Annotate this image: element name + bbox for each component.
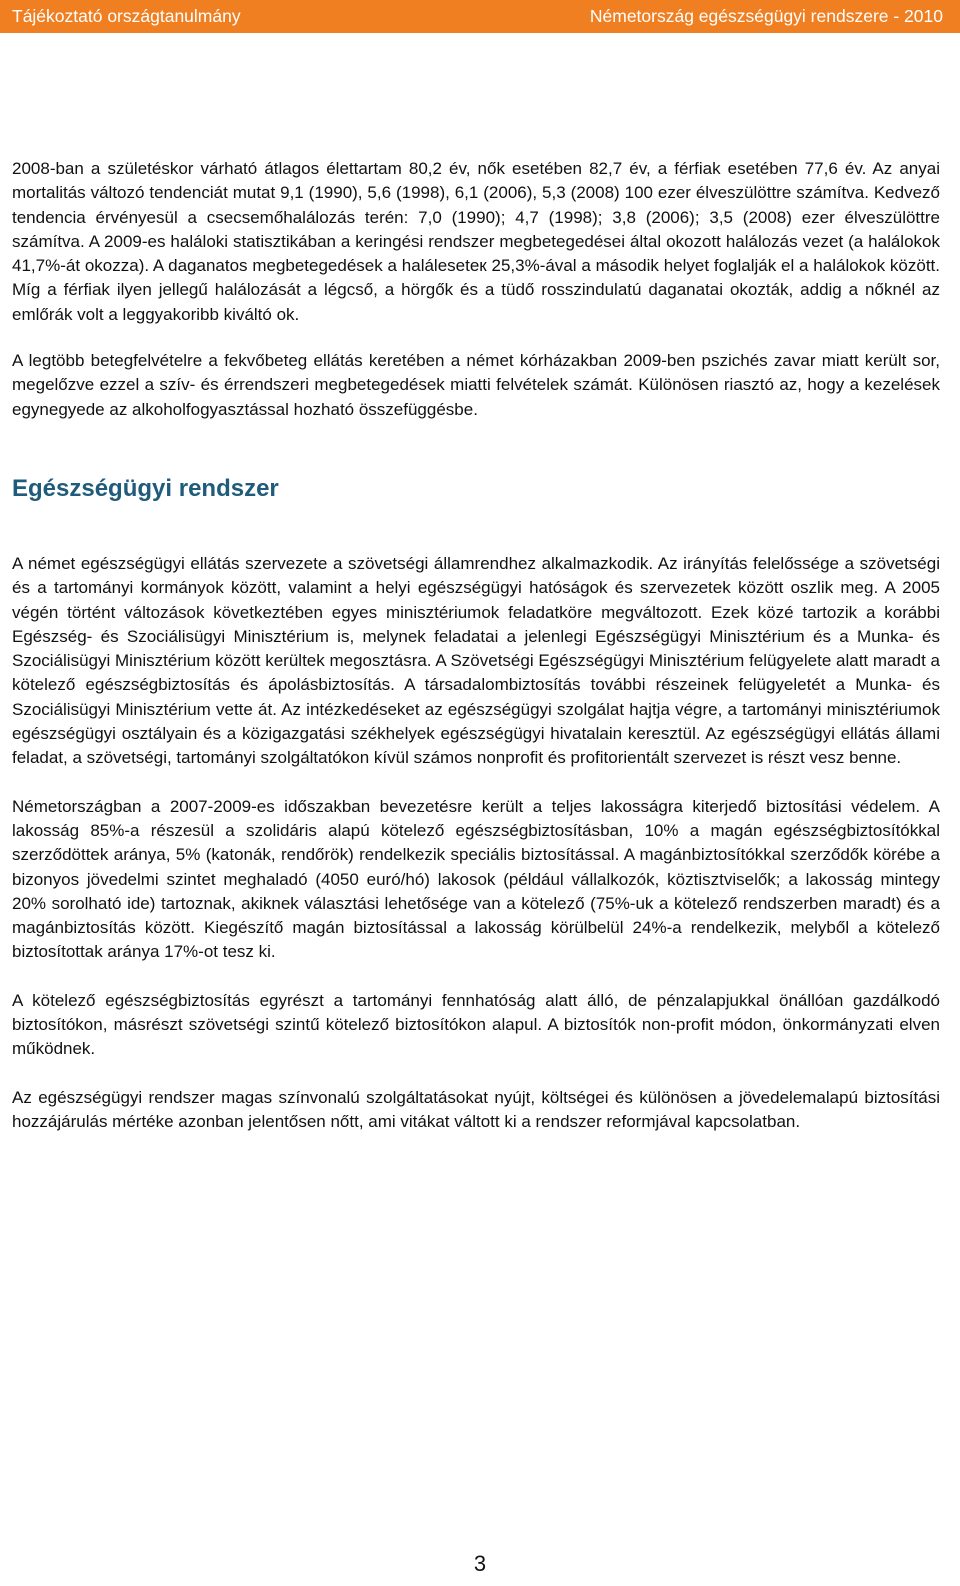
section-paragraph: A német egészségügyi ellátás szervezete a szövetségi államrendhez alkalmazkodik. Az irányítás felelőssége a szövetségi és a tartományi kormányok között, valamint a helyi egészségügyi hatóságok és szervezetek között oszlik meg. A 2005 végén történt változások következtében egyes minisztériumok feladatköre megváltozott. Ezek közé tartozik a korábbi Egészség- és Szociálisügyi Minisztérium is, melynek feladatai a jelenlegi Egészségügyi Minisztérium és a Munka- és Szociálisügyi Minisztérium között kerültek megosztásra. A Szövetségi Egészségügyi Minisztérium felügyelete alatt maradt a kötelező egészségbiztosítás és ápolásbiztosítás. A társadalombiztosítás további részeinek felügyeletét a Munka- és Szociálisügyi Minisztérium vette át. Az intézkedéseket az egészségügyi szolgálat hajtja végre, a tartományi minisztériumok egészségügyi osztályain és a közigazgatási székhelyek egészségügyi hivatalain keresztül. Az egészségügyi ellátás állami feladat, a szövetségi, tartományi szolgáltatókon kívül számos nonprofit és profitorientált szervezet is részt vesz benne. (12, 553, 940, 768)
section-paragraph: Németországban a 2007-2009-es időszakban bevezetésre került a teljes lakosságra kiterjedő biztosítási védelem. A lakosság 85%-a részesül a szolidáris alapú kötelező egészségbiztosításban, 10% a magán egészségbiztosítókkal szerződöttek aránya, 5% (katonák, rendőrök) rendelkezik speciális biztosítással. A magánbiztosítókkal szerződők körébe a bizonyos jövedelmi szintet meghaladó (4050 euró/hó) lakosok (például vállalkozók, köztisztviselők; a lakosság mintegy 20% sorolható ide) tartoznak, akiknek választási lehetősége van a kötelező (75%-uk a kötelező rendszerben maradt) és a magánbiztosítás között. Kiegészítő magán biztosítással a lakosság körülbelül 24%-a rendelkezik, melyből a kötelező biztosítottak aránya 17%-ot tesz ki. (12, 796, 940, 962)
body-paragraph: 2008-ban a születéskor várható átlagos élettartam 80,2 év, nők esetében 82,7 év, a férfiak esetében 77,6 év. Az anyai mortalitás változó tendenciát mutat 9,1 (1990), 5,6 (1998), 6,1 (2006), 5,3 (2008) 100 ezer élveszülöttre számítva. Kedvező tendencia érvényesül a csecsemőhalálozás terén: 7,0 (1990); 4,7 (1998); 3,8 (2006); 3,5 (2008) ezer élveszülöttre számítva. A 2009-es haláloki statisztikában a keringési rendszer megbetegedései által okozott halálozás vezet (a halálokok 41,7%-át okozza). A daganatos megbetegedések a haláleseteк 25,3%-ával a második helyet foglalják el a halálokok között. Míg a férfiak ilyen jellegű halálozását a légcső, a hörgők és a tüdő rosszindulatú daganatai okozták, addig a nőknél az emlőrák volt a leggyakoribb kiváltó ok. (12, 159, 940, 324)
page-number: 3 (473, 1551, 487, 1576)
section-paragraph: Az egészségügyi rendszer magas színvonalú szolgáltatásokat nyújt, költségei és különösen a jövedelemalapú biztosítási hozzájárulás mértéke azonban jelentősen nőtt, ami vitákat váltott ki a rendszer reformjával kapcsolatban. (12, 1087, 940, 1131)
section-paragraph: A kötelező egészségbiztosítás egyrészt a tartományi fennhatóság alatt álló, de pénzalapjukkal önállóan gazdálkodó biztosítókon, másrészt szövetségi szintű kötelező biztosítókon alapul. A biztosítók non-profit módon, önkormányzati elven működnek. (12, 990, 940, 1059)
section-heading: Egészségügyi rendszer (12, 474, 279, 502)
header-document-title: Németország egészségügyi rendszere - 2010 (589, 6, 943, 26)
page-header (0, 0, 960, 33)
body-paragraph: A legtöbb betegfelvételre a fekvőbeteg ellátás keretében a német kórházakban 2009-ben pszichés zavar miatt került sor, megelőzve ezzel a szív- és érrendszeri megbetegedések miatti felvételek számát. Különösen riasztó az, hogy a kezelések egynegyede az alkoholfogyasztással hozható összefüggésbe. (12, 351, 940, 419)
header-document-type: Tájékoztató országtanulmány (12, 6, 241, 26)
page-content (12, 157, 940, 1158)
